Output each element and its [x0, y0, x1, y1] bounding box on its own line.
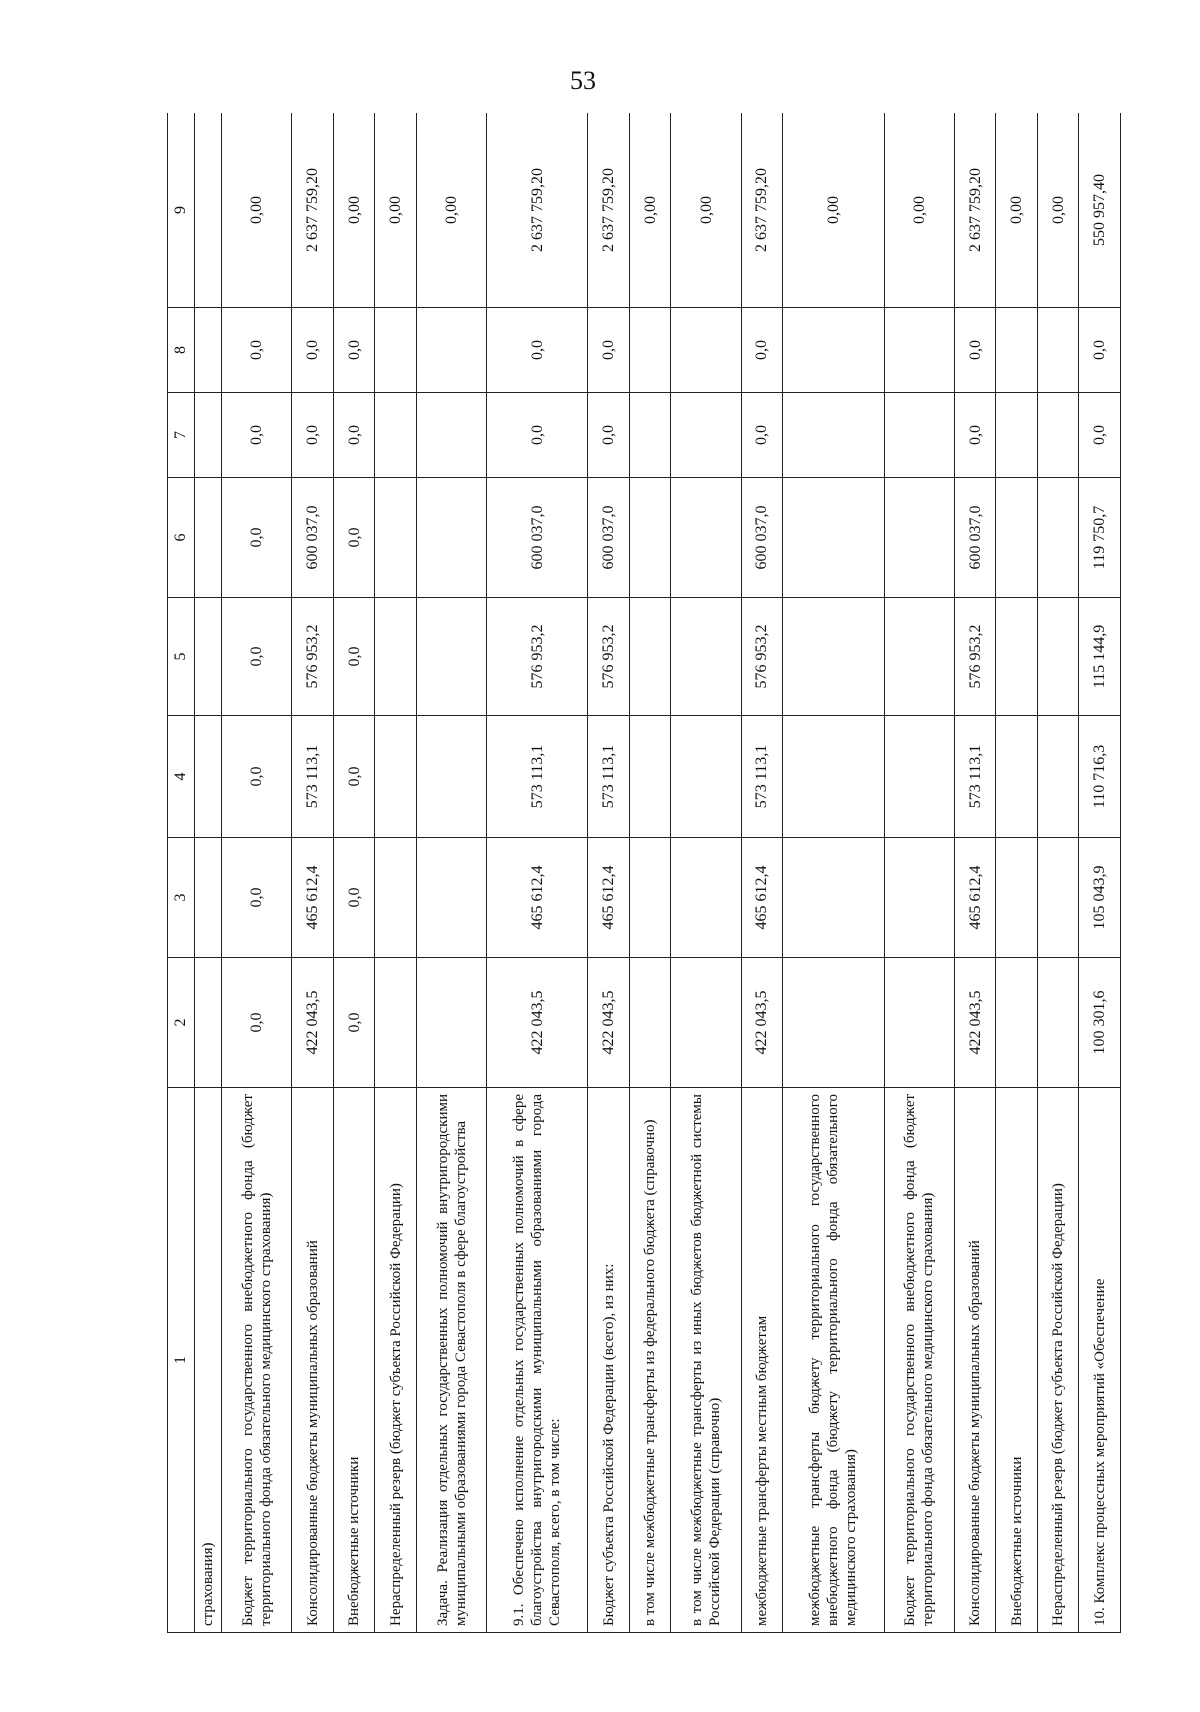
continuation-label: страхования) — [195, 1088, 222, 1633]
value-cell — [375, 838, 417, 958]
value-cell — [629, 393, 671, 478]
table-row — [588, 113, 630, 1633]
value-cell — [996, 393, 1038, 478]
rotated-table-frame — [167, 113, 1121, 1633]
table-row — [1037, 113, 1079, 1633]
value-cell — [671, 393, 741, 478]
value-cell — [1037, 598, 1079, 716]
table-row — [487, 113, 588, 1633]
value-cell — [783, 478, 884, 598]
table-row — [741, 113, 783, 1633]
value-cell — [629, 958, 671, 1088]
value-cell — [375, 958, 417, 1088]
value-cell — [884, 958, 954, 1088]
value-cell — [375, 598, 417, 716]
value-cell: 0,0 — [487, 308, 588, 393]
value-cell: 0,0 — [1079, 393, 1121, 478]
value-cell: 0,00 — [222, 113, 292, 308]
value-cell: 0,0 — [292, 308, 334, 393]
value-cell — [375, 478, 417, 598]
value-cell: 2 637 759,20 — [741, 113, 783, 308]
value-cell: 0,0 — [1079, 308, 1121, 393]
value-cell: 0,0 — [292, 393, 334, 478]
value-cell — [416, 393, 486, 478]
value-cell — [629, 308, 671, 393]
value-cell: 0,00 — [1037, 113, 1079, 308]
row-label: межбюджетные трансферты бюджету территориального государственного внебюджетного фонда (бюджету территориального фонда обязательного медицинского страхования) — [783, 1088, 884, 1633]
value-cell: 0,0 — [741, 393, 783, 478]
row-label: Задача. Реализация отдельных государственных полномочий внутригородскими муниципальными образованиями города Севастополя в сфере благоустройства — [416, 1088, 486, 1633]
value-cell: 0,0 — [333, 716, 375, 838]
value-cell — [671, 308, 741, 393]
value-cell — [783, 716, 884, 838]
value-cell — [1037, 958, 1079, 1088]
table-cell — [195, 113, 222, 308]
value-cell: 465 612,4 — [487, 838, 588, 958]
row-label: в том числе межбюджетные трансферты из иных бюджетов бюджетной системы Российской Федерации (справочно) — [671, 1088, 741, 1633]
value-cell: 100 301,6 — [1079, 958, 1121, 1088]
value-cell: 422 043,5 — [954, 958, 996, 1088]
column-number-row — [168, 113, 195, 1633]
value-cell — [884, 598, 954, 716]
column-number: 9 — [168, 113, 195, 308]
value-cell: 0,0 — [222, 308, 292, 393]
value-cell: 600 037,0 — [954, 478, 996, 598]
value-cell — [884, 393, 954, 478]
table-cell — [195, 958, 222, 1088]
value-cell: 105 043,9 — [1079, 838, 1121, 958]
value-cell: 465 612,4 — [741, 838, 783, 958]
table-row — [884, 113, 954, 1633]
value-cell — [1037, 838, 1079, 958]
value-cell — [416, 308, 486, 393]
value-cell — [996, 716, 1038, 838]
value-cell — [629, 478, 671, 598]
budget-table — [167, 113, 1121, 1633]
value-cell — [783, 838, 884, 958]
column-number: 5 — [168, 598, 195, 716]
row-label: межбюджетные трансферты местным бюджетам — [741, 1088, 783, 1633]
value-cell: 600 037,0 — [487, 478, 588, 598]
value-cell: 0,0 — [333, 958, 375, 1088]
value-cell: 422 043,5 — [741, 958, 783, 1088]
value-cell: 573 113,1 — [292, 716, 334, 838]
value-cell: 465 612,4 — [588, 838, 630, 958]
value-cell — [629, 716, 671, 838]
column-number: 3 — [168, 838, 195, 958]
value-cell: 422 043,5 — [292, 958, 334, 1088]
value-cell — [416, 838, 486, 958]
value-cell: 465 612,4 — [954, 838, 996, 958]
value-cell: 0,0 — [487, 393, 588, 478]
table-row — [416, 113, 486, 1633]
value-cell — [884, 478, 954, 598]
table-row — [671, 113, 741, 1633]
value-cell — [1037, 393, 1079, 478]
column-number: 4 — [168, 716, 195, 838]
table-cell — [195, 716, 222, 838]
value-cell: 0,00 — [783, 113, 884, 308]
column-number: 8 — [168, 308, 195, 393]
value-cell: 573 113,1 — [588, 716, 630, 838]
value-cell: 0,0 — [222, 478, 292, 598]
value-cell: 576 953,2 — [741, 598, 783, 716]
value-cell: 600 037,0 — [741, 478, 783, 598]
value-cell: 573 113,1 — [954, 716, 996, 838]
value-cell: 0,00 — [629, 113, 671, 308]
value-cell — [671, 958, 741, 1088]
value-cell: 576 953,2 — [292, 598, 334, 716]
value-cell: 0,0 — [333, 598, 375, 716]
row-label: Консолидированные бюджеты муниципальных образований — [292, 1088, 334, 1633]
table-row — [629, 113, 671, 1633]
value-cell — [996, 478, 1038, 598]
value-cell — [375, 393, 417, 478]
column-number: 6 — [168, 478, 195, 598]
value-cell — [416, 478, 486, 598]
value-cell: 573 113,1 — [741, 716, 783, 838]
value-cell — [996, 958, 1038, 1088]
value-cell — [1037, 716, 1079, 838]
value-cell — [996, 598, 1038, 716]
column-number: 7 — [168, 393, 195, 478]
value-cell: 0,00 — [996, 113, 1038, 308]
value-cell: 110 716,3 — [1079, 716, 1121, 838]
row-label: Бюджет субъекта Российской Федерации (всего), из них: — [588, 1088, 630, 1633]
row-label: Внебюджетные источники — [333, 1088, 375, 1633]
value-cell — [671, 598, 741, 716]
table-row — [1079, 113, 1121, 1633]
table-row — [954, 113, 996, 1633]
value-cell: 0,00 — [884, 113, 954, 308]
table-cell — [195, 393, 222, 478]
table-cell — [195, 478, 222, 598]
value-cell — [884, 308, 954, 393]
value-cell: 0,0 — [741, 308, 783, 393]
value-cell — [629, 838, 671, 958]
value-cell — [375, 308, 417, 393]
value-cell: 422 043,5 — [487, 958, 588, 1088]
value-cell: 115 144,9 — [1079, 598, 1121, 716]
column-number: 1 — [168, 1088, 195, 1633]
value-cell: 2 637 759,20 — [487, 113, 588, 308]
value-cell — [671, 478, 741, 598]
row-label: Нераспределенный резерв (бюджет субъекта Российской Федерации) — [375, 1088, 417, 1633]
value-cell: 0,00 — [416, 113, 486, 308]
value-cell — [629, 598, 671, 716]
value-cell: 0,0 — [333, 478, 375, 598]
value-cell: 0,0 — [954, 393, 996, 478]
row-label: Бюджет территориального государственного внебюджетного фонда (бюджет территориального фонда обязательного медицинского страхования) — [884, 1088, 954, 1633]
value-cell: 0,00 — [671, 113, 741, 308]
value-cell: 600 037,0 — [292, 478, 334, 598]
value-cell: 0,0 — [222, 393, 292, 478]
value-cell: 0,00 — [333, 113, 375, 308]
table-cell — [195, 838, 222, 958]
value-cell — [783, 958, 884, 1088]
row-label: Бюджет территориального государственного внебюджетного фонда (бюджет территориального фонда обязательного медицинского страхования) — [222, 1088, 292, 1633]
value-cell — [416, 958, 486, 1088]
table-row — [375, 113, 417, 1633]
row-label: 10. Комплекс процессных мероприятий «Обеспечение — [1079, 1088, 1121, 1633]
value-cell — [884, 716, 954, 838]
value-cell: 576 953,2 — [487, 598, 588, 716]
value-cell: 0,0 — [954, 308, 996, 393]
value-cell: 550 957,40 — [1079, 113, 1121, 308]
row-label: 9.1. Обеспечено исполнение отдельных государственных полномочий в сфере благоустройства внутригородскими муниципальными образованиями города Севастополя, всего, в том числе: — [487, 1088, 588, 1633]
value-cell — [416, 716, 486, 838]
column-number: 2 — [168, 958, 195, 1088]
value-cell: 600 037,0 — [588, 478, 630, 598]
value-cell: 422 043,5 — [588, 958, 630, 1088]
value-cell: 0,0 — [588, 393, 630, 478]
page-number: 53 — [570, 66, 596, 95]
value-cell — [884, 838, 954, 958]
value-cell — [671, 838, 741, 958]
value-cell: 465 612,4 — [292, 838, 334, 958]
value-cell: 573 113,1 — [487, 716, 588, 838]
value-cell: 2 637 759,20 — [292, 113, 334, 308]
value-cell: 0,0 — [333, 838, 375, 958]
value-cell: 0,0 — [222, 838, 292, 958]
rotated-table-viewport — [167, 113, 1121, 1633]
value-cell: 2 637 759,20 — [954, 113, 996, 308]
table-row — [783, 113, 884, 1633]
continuation-row — [195, 113, 222, 1633]
table-row — [222, 113, 292, 1633]
value-cell — [783, 393, 884, 478]
value-cell: 119 750,7 — [1079, 478, 1121, 598]
value-cell — [996, 838, 1038, 958]
value-cell — [1037, 308, 1079, 393]
table-cell — [195, 598, 222, 716]
row-label: Консолидированные бюджеты муниципальных образований — [954, 1088, 996, 1633]
value-cell — [783, 598, 884, 716]
value-cell: 0,0 — [333, 308, 375, 393]
table-cell — [195, 308, 222, 393]
value-cell: 0,0 — [333, 393, 375, 478]
value-cell: 576 953,2 — [588, 598, 630, 716]
value-cell — [1037, 478, 1079, 598]
row-label: в том числе межбюджетные трансферты из федерального бюджета (справочно) — [629, 1088, 671, 1633]
value-cell: 2 637 759,20 — [588, 113, 630, 308]
value-cell — [375, 716, 417, 838]
row-label: Нераспределенный резерв (бюджет субъекта Российской Федерации) — [1037, 1088, 1079, 1633]
value-cell: 0,0 — [222, 958, 292, 1088]
value-cell — [783, 308, 884, 393]
value-cell: 0,0 — [222, 598, 292, 716]
value-cell — [996, 308, 1038, 393]
table-row — [292, 113, 334, 1633]
value-cell: 0,00 — [375, 113, 417, 308]
table-row — [996, 113, 1038, 1633]
value-cell: 0,0 — [222, 716, 292, 838]
value-cell — [416, 598, 486, 716]
value-cell — [671, 716, 741, 838]
value-cell: 576 953,2 — [954, 598, 996, 716]
row-label: Внебюджетные источники — [996, 1088, 1038, 1633]
table-row — [333, 113, 375, 1633]
value-cell: 0,0 — [588, 308, 630, 393]
